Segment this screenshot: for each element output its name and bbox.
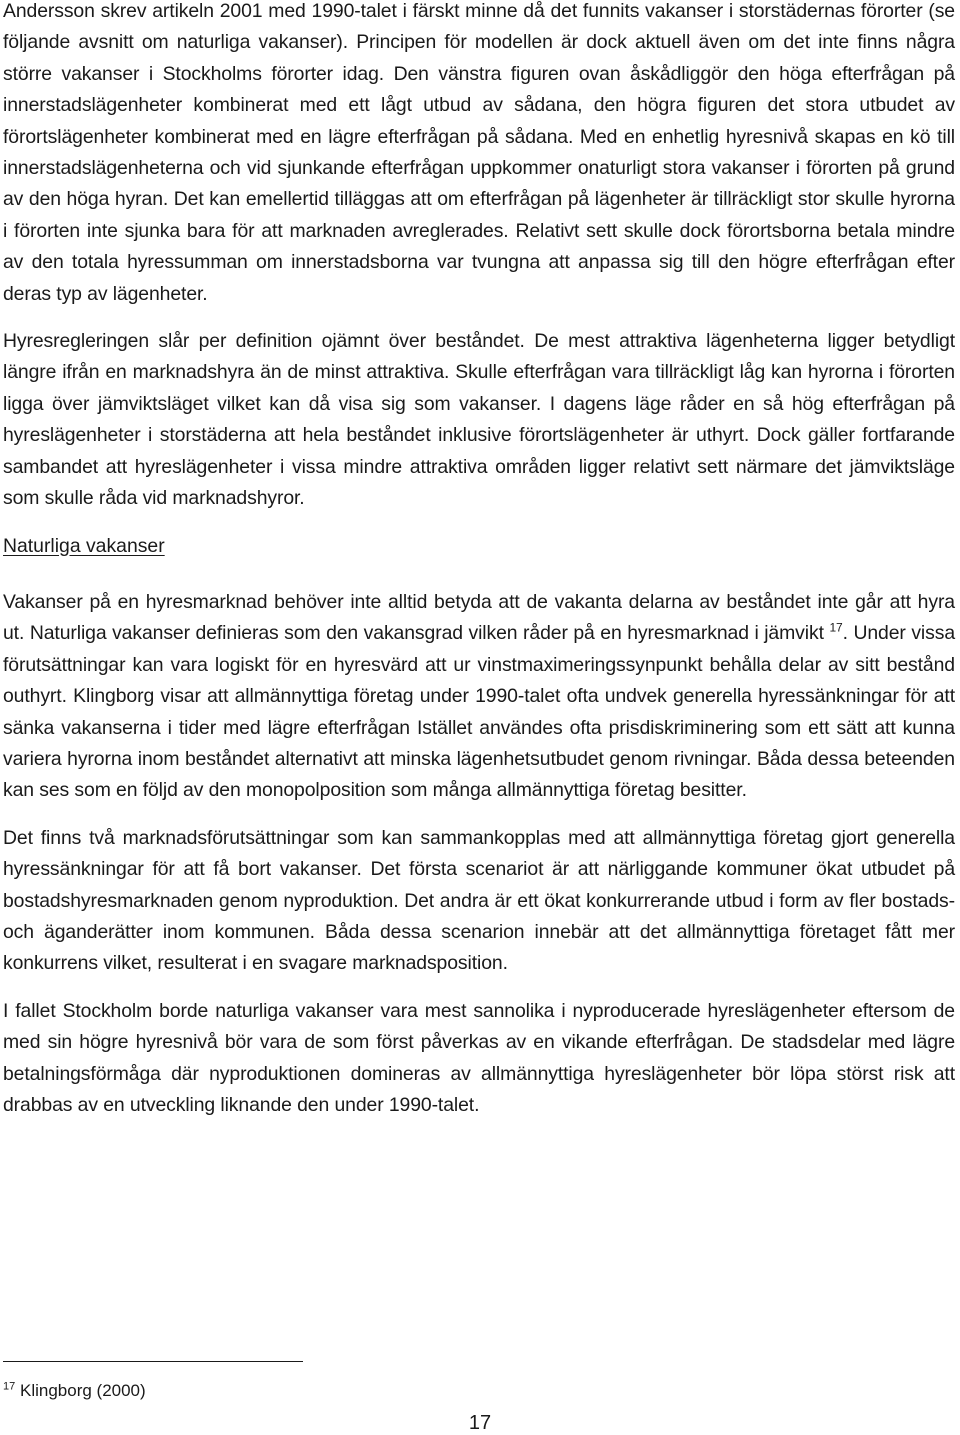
footnote-number: 17 bbox=[3, 1380, 16, 1393]
footnote-reference: 17 bbox=[829, 620, 843, 635]
paragraph-natural-vacancies bbox=[3, 587, 955, 807]
section-heading: Naturliga vakanser bbox=[3, 534, 165, 557]
paragraph-text: . Under vissa förutsättningar kan vara logiskt för en hyresvärd att ur vinstmaximeringssynpunkt behålla delar av sitt bestånd outhyrt. Klingborg visar att allmännyttiga företag under 1990-talet ofta undvek generella hyressänkningar för att sänka vakanserna i tider med lägre efterfrågan Istället användes ofta prisdiskriminering som ett sätt att kunna variera hyrorna inom beståndet alternativt att minska lägenhetsutbudet genom rivningar. Båda dessa beteenden kan ses som en följd av den monopolposition som många allmännyttiga företag besitter. bbox=[3, 622, 955, 802]
footnote-separator bbox=[3, 1361, 303, 1362]
paragraph-stockholm-case: I fallet Stockholm borde naturliga vakanser vara mest sannolika i nyproducerade hyreslägenheter eftersom de med sin högre hyresnivå bör vara de som först påverkas av en vikande efterfrågan. De stadsdelar med lägre betalningsförmåga där nyproduktionen domineras av allmännyttiga hyreslägenheter bör löpa störst risk att drabbas av en utveckling liknande den under 1990-talet. bbox=[3, 999, 955, 1116]
paragraph-andersson-model: Andersson skrev artikeln 2001 med 1990-talet i färskt minne då det funnits vakanser i storstädernas förorter (se följande avsnitt om naturliga vakanser). Principen för modellen är dock aktuell även om det inte finns några större vakanser i Stockholms förorter idag. Den vänstra figuren ovan åskådliggör den höga efterfrågan på innerstadslägenheter kombinerat med ett lågt utbud av sådana, den högra figuren det stora utbudet av förortslägenheter kombinerat med en lägre efterfrågan på sådana. Med en enhetlig hyresnivå skapas en kö till innerstadslägenheterna och vid sjunkande efterfrågan uppkommer onaturligt stora vakanser i förorten på grund av den höga hyran. Det kan emellertid tilläggas att om efterfrågan på lägenheter är tillräckligt stor skulle hyrorna i förorten inte sjunka bara för att marknaden avreglerades. Relativt sett skulle dock förortsborna betala mindre av den totala hyressumman om innerstadsborna var tvungna att anpassa sig till den högre efterfrågan efter deras typ av lägenheter. bbox=[3, 0, 955, 305]
document-page bbox=[3, 0, 955, 1121]
footnote bbox=[3, 1380, 146, 1402]
footnote-text: Klingborg (2000) bbox=[19, 1381, 146, 1400]
page-number: 17 bbox=[468, 1412, 492, 1434]
paragraph-market-conditions: Det finns två marknadsförutsättningar som kan sammankopplas med att allmännyttiga företag gjort generella hyressänkningar för att få bort vakanser. Det första scenariot är att närliggande kommuner ökat utbudet på bostadshyresmarknaden genom nyproduktion. Det andra är ett ökat konkurrerande utbud i form av fler bostads- och äganderätter inom kommunen. Båda dessa scenarion innebär att det allmännyttiga företaget fått mer konkurrens vilket, resulterat i en svagare marknadsposition. bbox=[3, 826, 955, 975]
paragraph-text: Vakanser på en hyresmarknad behöver inte alltid betyda att de vakanta delarna av beståndet inte går att hyra ut. Naturliga vakanser definieras som den vakansgrad vilken råder på en hyresmarknad i jämvikt bbox=[3, 590, 955, 645]
paragraph-rent-regulation: Hyresregleringen slår per definition ojämnt över beståndet. De mest attraktiva lägenheterna ligger betydligt längre ifrån en marknadshyra än de minst attraktiva. Skulle efterfrågan vara tillräckligt låg kan hyrorna i förorten ligga över jämviktsläget vilket kan då visa sig som vakanser. I dagens läge råder en så hög efterfrågan på hyreslägenheter i storstäderna att hela beståndet inklusive förortslägenheter är uthyrt. Dock gäller fortfarande sambandet att hyreslägenheter i vissa mindre attraktiva områden ligger relativt sett närmare det jämviktsläge som skulle råda vid marknadshyror. bbox=[3, 330, 955, 510]
